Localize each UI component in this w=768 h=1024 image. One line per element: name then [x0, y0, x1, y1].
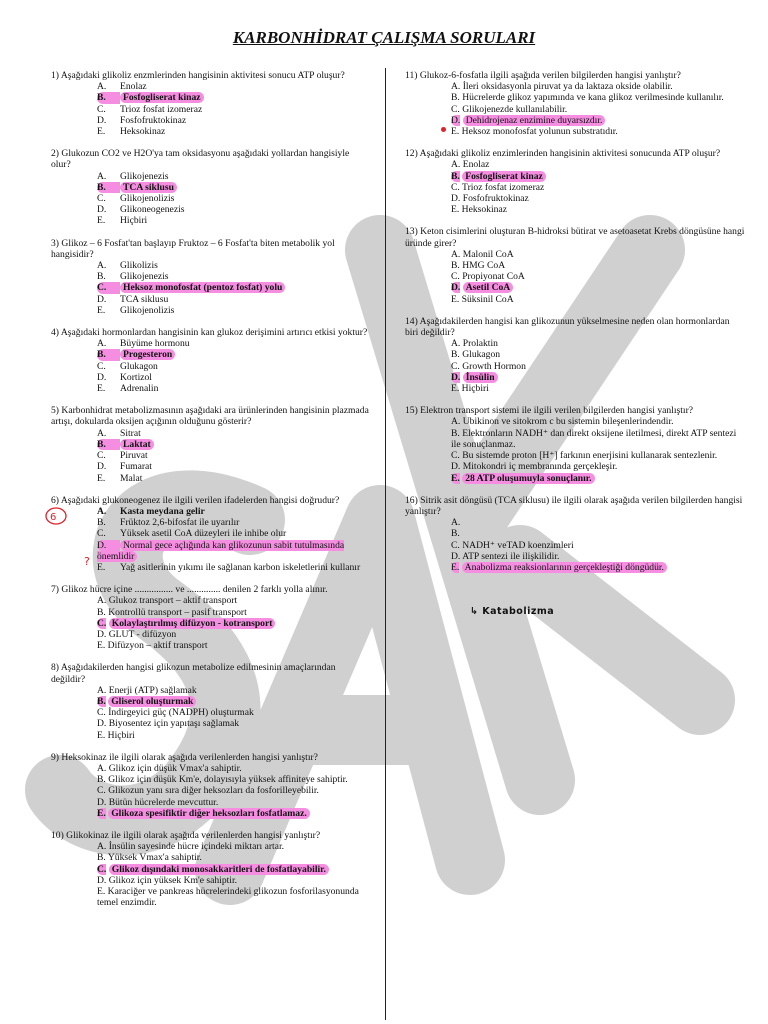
question-text: 4) Aşağıdaki hormonlardan hangisinin kan glukoz derişimini artırıcı etkisi yoktur? — [51, 327, 368, 339]
options-list — [97, 595, 371, 651]
q16-handwritten-note: ↳ Katabolizma — [470, 606, 555, 617]
options-list — [451, 249, 745, 305]
option-text: Malat — [120, 472, 143, 484]
option-text: Bu sistemde proton [H⁺] farkının enerjisini kullanarak sentezlenir. — [462, 450, 718, 462]
option-a — [97, 595, 371, 606]
question-right-2 — [405, 148, 745, 215]
options-list — [97, 685, 371, 741]
option-letter: E. — [97, 729, 106, 741]
option-text: Prolaktin — [462, 338, 498, 350]
option-b — [451, 528, 745, 539]
option-letter: B. — [97, 92, 120, 103]
option-letter: C. — [97, 785, 106, 797]
option-text: Yağ asitlerinin yıkımı ile sağlanan karbon iskeletlerini kullanır — [120, 561, 361, 573]
option-d — [451, 193, 745, 204]
option-text: Heksoz monofosfat yolunun substratıdır. — [461, 126, 618, 138]
option-letter: E. — [451, 126, 460, 138]
option-text: Mitokondri iç membranında gerçekleşir. — [462, 461, 618, 473]
q6-question-mark: ? — [84, 555, 90, 568]
option-c — [97, 707, 371, 718]
option-text: HMG CoA — [462, 260, 506, 272]
option-letter: E. — [451, 204, 460, 216]
options-list — [97, 841, 371, 908]
option-letter: A. — [97, 260, 107, 272]
option-text: Normal gece açlığında kan glikozunun sabit tutulmasında önemlidir — [97, 539, 345, 562]
question-text: 11) Glukoz-6-fosfatla ilgili aşağıda verilen bilgilerden hangisi yanlıştır? — [405, 70, 681, 81]
question-left-7 — [51, 584, 371, 651]
option-d — [97, 718, 371, 729]
option-e — [97, 730, 371, 741]
option-letter: A. — [451, 338, 461, 350]
option-text: Früktoz 2,6-bifosfat ile uyarılır — [120, 517, 240, 529]
option-c — [451, 450, 745, 461]
option-text: Glikoz dışındaki monosakkaritleri de fosfatlayabilir. — [109, 864, 329, 875]
option-letter: A. — [97, 684, 107, 696]
option-b — [97, 271, 371, 282]
option-text: Hiçbiri — [461, 383, 489, 395]
option-text: Glikojenezde kullanılabilir. — [462, 103, 568, 115]
option-text: Propiyonat CoA — [462, 271, 525, 283]
option-letter: B. — [451, 528, 460, 540]
option-letter: D. — [97, 371, 107, 383]
option-text: Adrenalin — [120, 383, 159, 395]
option-text: Büyüme hormonu — [120, 338, 190, 350]
option-a — [451, 517, 745, 528]
option-d — [451, 461, 745, 472]
option-letter: E. — [97, 472, 106, 484]
question-text: 8) Aşağıdakilerden hangisi glikozun metabolize edilmesinin amaçlarından değildir? — [51, 662, 336, 685]
options-list — [97, 428, 371, 484]
option-text: İndirgeyici güç (NADPH) oluşturmak — [108, 707, 254, 719]
option-e — [97, 562, 371, 573]
option-d — [97, 629, 371, 640]
option-b — [97, 92, 371, 103]
option-letter: A. — [97, 81, 107, 93]
left-column — [51, 70, 371, 919]
option-e — [97, 126, 371, 137]
option-d — [451, 115, 745, 126]
option-letter: D. — [97, 461, 107, 473]
option-text: Yüksek asetil CoA düzeyleri ile inhibe olur — [120, 528, 287, 540]
option-text: Fosfogliserat kinaz — [462, 171, 546, 182]
options-list — [97, 338, 371, 394]
option-e — [451, 383, 745, 394]
option-e — [97, 473, 371, 484]
option-a — [451, 416, 745, 427]
option-d — [97, 294, 371, 305]
question-right-3 — [405, 226, 745, 304]
option-e — [451, 562, 745, 573]
option-a — [451, 81, 745, 92]
option-text: Bütün hücrelerde mevcuttur. — [108, 796, 219, 808]
question-text: 13) Keton cisimlerini oluşturan B-hidroksi bütirat ve asetoasetat Krebs döngüsüne hangi üründe girer? — [405, 226, 745, 249]
question-text: 2) Glukozun CO2 ve H2O'ya tam oksidasyonu aşağıdaki yollardan hangisiyle olur? — [51, 148, 350, 171]
option-c — [451, 182, 745, 193]
option-letter: D. — [451, 371, 461, 383]
option-text: Enolaz — [120, 81, 147, 93]
option-e — [97, 305, 371, 316]
option-letter: A. — [451, 517, 461, 529]
options-list — [97, 81, 371, 137]
option-letter: B. — [451, 260, 460, 272]
option-letter: A. — [451, 159, 461, 171]
column-divider — [385, 68, 386, 1020]
option-text: Anabolizma reaksionlarının gerçekleştiği döngüdür. — [462, 562, 667, 573]
option-text: Glukagon — [120, 360, 158, 372]
option-e — [97, 640, 371, 651]
option-letter: B. — [97, 439, 120, 450]
option-text: Progesteron — [120, 349, 175, 360]
option-c — [97, 864, 371, 875]
option-a — [97, 171, 371, 182]
option-c — [451, 540, 745, 551]
option-letter: A. — [97, 427, 107, 439]
option-letter: B. — [97, 271, 106, 283]
option-letter: C. — [97, 707, 106, 719]
question-left-10 — [51, 830, 371, 908]
question-text: 10) Glikokinaz ile ilgili olarak aşağıda verilenlerden hangisi yanlıştır? — [51, 829, 321, 841]
option-letter: E. — [97, 640, 106, 652]
option-text: Glikojenezis — [120, 170, 169, 182]
option-letter: A. — [97, 505, 107, 517]
option-letter: D. — [97, 204, 107, 216]
option-text: Sitrat — [120, 427, 141, 439]
option-letter: D. — [451, 550, 461, 562]
option-text: Heksoz monofosfat (pentoz fosfat) yolu — [120, 282, 285, 293]
svg-text:6: 6 — [50, 512, 57, 523]
option-letter: C. — [451, 450, 460, 462]
option-text: Asetil CoA — [463, 282, 514, 293]
option-text: Trioz fosfat izomeraz — [462, 181, 545, 193]
option-letter: C. — [97, 450, 106, 462]
option-letter: A. — [97, 338, 107, 350]
option-letter: D. — [451, 114, 461, 126]
option-letter: D. — [97, 796, 107, 808]
option-letter: C. — [97, 863, 107, 875]
option-c — [451, 271, 745, 282]
option-text: Kortizol — [120, 371, 152, 383]
option-text: Glikojenolizis — [120, 304, 175, 316]
option-letter: B. — [451, 92, 460, 104]
option-d — [97, 204, 371, 215]
question-right-4 — [405, 316, 745, 394]
option-letter: B. — [97, 774, 106, 786]
question-right-5 — [405, 405, 745, 483]
option-text: Glikozun yanı sıra diğer heksozları da fosforilleyebilir. — [108, 785, 319, 797]
question-left-2 — [51, 148, 371, 226]
option-letter: B. — [451, 349, 460, 361]
option-text: Kolaylaştırılmış difüzyon - kotransport — [109, 618, 276, 629]
option-letter: D. — [97, 874, 107, 886]
option-b — [97, 439, 371, 450]
option-letter: D. — [97, 293, 107, 305]
option-text: Glikolizis — [120, 260, 158, 272]
options-list — [451, 159, 745, 215]
option-text: Ubikinon ve sitokrom c bu sistemin bileşenlerindendir. — [462, 416, 674, 428]
option-text: İleri oksidasyonla piruvat ya da laktaza okside olabilir. — [462, 81, 673, 93]
option-letter: B. — [97, 349, 120, 360]
question-left-8 — [51, 662, 371, 740]
option-text: Laktat — [120, 439, 154, 450]
option-letter: A. — [451, 416, 461, 428]
option-text: Enolaz — [462, 159, 490, 171]
option-e — [451, 126, 745, 137]
option-text: Glikoz için düşük Vmax'a sahiptir. — [108, 762, 242, 774]
question-left-4 — [51, 327, 371, 394]
option-a — [97, 260, 371, 271]
option-e — [97, 886, 371, 908]
option-letter: B. — [97, 517, 106, 529]
option-letter: C. — [97, 617, 107, 629]
options-list — [97, 763, 371, 819]
option-letter: A. — [97, 841, 107, 853]
option-a — [451, 249, 745, 260]
option-text: Karaciğer ve pankreas hücrelerindeki glikozun fosforilasyonunda temel enzimdir. — [97, 886, 359, 909]
option-e — [97, 383, 371, 394]
option-text: TCA siklusu — [120, 293, 169, 305]
option-d — [97, 115, 371, 126]
option-c — [97, 785, 371, 796]
option-text: TCA siklusu — [120, 182, 177, 193]
option-text: Yüksek Vmax'a sahiptir. — [107, 852, 202, 864]
option-letter: E. — [97, 304, 106, 316]
option-c — [97, 104, 371, 115]
option-letter: D. — [97, 718, 107, 730]
option-letter: B. — [97, 182, 120, 193]
option-a — [97, 841, 371, 852]
option-text: Heksokinaz — [461, 204, 507, 216]
option-c — [97, 450, 371, 461]
option-b — [97, 182, 371, 193]
question-text: 16) Sitrik asit döngüsü (TCA siklusu) ile ilgili olarak aşağıda verilen bilgilerden hangisi yanlıştır? — [405, 494, 743, 517]
option-e — [97, 808, 371, 819]
option-letter: C. — [97, 528, 106, 540]
option-c — [97, 282, 371, 293]
question-left-9 — [51, 752, 371, 819]
option-letter: D. — [97, 540, 120, 551]
option-text: Glikoz için düşük Km'e, dolayısıyla yüksek affiniteye sahiptir. — [108, 774, 348, 786]
option-letter: D. — [451, 461, 461, 473]
option-text: Difüzyon – aktif transport — [107, 640, 208, 652]
options-list — [451, 517, 745, 573]
option-letter: E. — [97, 126, 106, 138]
option-text: Süksinil CoA — [461, 293, 514, 305]
option-text: Gliserol oluşturmak — [108, 696, 196, 707]
question-right-1 — [405, 70, 745, 137]
option-letter: C. — [97, 193, 106, 205]
option-text: Glikoneogenezis — [120, 204, 185, 216]
q11-dot — [441, 127, 446, 132]
option-d — [97, 372, 371, 383]
option-letter: A. — [97, 595, 107, 607]
option-letter: E. — [97, 383, 106, 395]
option-c — [97, 618, 371, 629]
options-list — [97, 171, 371, 227]
option-e — [97, 215, 371, 226]
option-text: 28 ATP oluşumuyla sonuçlanır. — [462, 473, 594, 484]
option-letter: E. — [451, 293, 460, 305]
question-text: 5) Karbonhidrat metabolizmasının aşağıdaki ara ürünlerinden hangisinin plazmada artışı, dokularda oksijen açığının olduğunu gösterir? — [51, 405, 369, 428]
option-text: Elektronların NADH⁺ dan direkt oksijene iletilmesi, direkt ATP sentezi ile sonuçlanmaz. — [451, 427, 737, 450]
option-letter: C. — [97, 282, 120, 293]
option-text: Piruvat — [120, 450, 148, 462]
question-text: 7) Glikoz hücre içine ................ ve .............. denilen 2 farklı yolla alınır. — [51, 584, 328, 596]
option-text: Glukagon — [462, 349, 501, 361]
option-text: İnsülin — [463, 372, 498, 383]
option-letter: A. — [97, 762, 107, 774]
option-letter: D. — [97, 114, 107, 126]
option-a — [97, 428, 371, 439]
option-c — [97, 528, 371, 539]
option-text: Glikoza spesifiktir diğer heksozları fosfatlamaz. — [108, 808, 310, 819]
option-c — [97, 193, 371, 204]
option-text: Hiçbiri — [107, 729, 135, 741]
option-b — [97, 696, 371, 707]
question-left-6 — [51, 495, 371, 573]
options-list — [451, 416, 745, 483]
option-text: Kasta meydana gelir — [120, 505, 205, 517]
option-a — [451, 338, 745, 349]
option-text: Trioz fosfat izomeraz — [120, 103, 203, 115]
option-text: Glikoz için yüksek Km'e sahiptir. — [108, 874, 238, 886]
option-d — [97, 461, 371, 472]
question-text: 14) Aşağıdakilerden hangisi kan glikozunun yükselmesine neden olan hormonlardan biri değildir? — [405, 315, 730, 339]
question-left-1 — [51, 70, 371, 137]
option-text: Fosfofruktokinaz — [462, 193, 529, 205]
question-text: 12) Aşağıdaki glikoliz enzimlerinden hangisinin aktivitesi sonucunda ATP oluşur? — [405, 148, 721, 160]
option-letter: B. — [451, 170, 460, 182]
option-e — [451, 294, 745, 305]
option-letter: B. — [97, 606, 106, 618]
option-a — [97, 685, 371, 696]
option-a — [97, 81, 371, 92]
option-d — [97, 540, 371, 562]
options-list — [97, 506, 371, 573]
option-letter: E. — [97, 215, 106, 227]
option-letter: A. — [451, 248, 461, 260]
option-text: NADH⁺ veTAD koenzimleri — [462, 539, 574, 551]
option-letter: B. — [97, 695, 106, 707]
question-text: 3) Glikoz – 6 Fosfat'tan başlayıp Fruktoz – 6 Fosfat'ta biten metabolik yol hangisidir? — [51, 237, 335, 260]
option-text: Glikojenolizis — [120, 193, 175, 205]
options-list — [451, 81, 745, 137]
option-b — [451, 428, 745, 450]
option-text: Biyosentez için yapıtaşı sağlamak — [108, 718, 240, 730]
option-text: İnsülin sayesinde hücre içindeki miktarı artar. — [108, 841, 285, 853]
option-b — [451, 92, 745, 103]
option-text: Hücrelerde glikoz yapımında ve kana glikoz verilmesinde kullanılır. — [462, 92, 724, 104]
option-text: Fosfogliserat kinaz — [120, 92, 204, 103]
option-text: Growth Hormon — [462, 360, 526, 372]
option-letter: C. — [451, 539, 460, 551]
question-text: 6) Aşağıdaki glukoneogenez ile ilgili verilen ifadelerden hangisi doğrudur? — [51, 494, 340, 506]
option-letter: C. — [451, 271, 460, 283]
question-text: 9) Heksokinaz ile ilgili olarak aşağıda verilenlerden hangisi yanlıştır? — [51, 751, 318, 763]
option-text: GLUT - difüzyon — [108, 628, 177, 640]
options-list — [97, 260, 371, 316]
option-c — [97, 361, 371, 372]
question-left-3 — [51, 238, 371, 316]
option-e — [451, 204, 745, 215]
option-a — [97, 506, 371, 517]
option-letter: E. — [97, 886, 106, 897]
option-b — [97, 349, 371, 360]
option-text: Hiçbiri — [120, 215, 148, 227]
question-left-5 — [51, 405, 371, 483]
option-b — [97, 852, 371, 863]
option-letter: B. — [97, 852, 106, 864]
option-letter: A. — [451, 81, 461, 93]
option-e — [451, 473, 745, 484]
option-d — [97, 797, 371, 808]
option-letter: D. — [451, 193, 461, 205]
option-letter: C. — [451, 103, 460, 115]
option-a — [97, 763, 371, 774]
option-b — [97, 774, 371, 785]
option-letter: E. — [97, 561, 106, 573]
options-list — [451, 338, 745, 394]
option-a — [97, 338, 371, 349]
option-text: Heksokinaz — [120, 126, 166, 138]
option-letter: C. — [451, 360, 460, 372]
option-letter: E. — [451, 561, 460, 573]
option-text: Fosfofruktokinaz — [120, 114, 187, 126]
q6-circle-mark — [44, 506, 68, 526]
option-text: Enerji (ATP) sağlamak — [108, 684, 197, 696]
option-b — [451, 171, 745, 182]
option-text: Fumarat — [120, 461, 152, 473]
option-letter: E. — [451, 472, 460, 484]
question-text: 1) Aşağıdaki glikoliz enzmlerinden hangisinin aktivitesi sonucu ATP oluşur? — [51, 70, 345, 81]
option-b — [451, 349, 745, 360]
option-text: Glikojenezis — [120, 271, 169, 283]
option-letter: A. — [97, 170, 107, 182]
option-text: ATP sentezi ile ilişkilidir. — [462, 550, 560, 562]
option-b — [97, 517, 371, 528]
option-letter: E. — [451, 383, 460, 395]
option-letter: C. — [451, 181, 460, 193]
option-letter: E. — [97, 807, 106, 819]
option-d — [451, 282, 745, 293]
option-d — [451, 551, 745, 562]
right-column — [405, 70, 745, 584]
option-c — [451, 104, 745, 115]
option-b — [451, 260, 745, 271]
option-text: Glukoz transport – aktif transport — [108, 595, 238, 607]
question-text: 15) Elektron transport sistemi ile ilgili verilen bilgilerden hangisi yanlıştır? — [405, 405, 694, 417]
option-c — [451, 361, 745, 372]
option-d — [97, 875, 371, 886]
option-text: Kontrollü transport – pasif transport — [108, 606, 247, 618]
option-letter: D. — [451, 282, 461, 294]
option-letter: B. — [451, 427, 460, 439]
option-b — [97, 607, 371, 618]
option-letter: D. — [97, 628, 107, 640]
option-text: Dehidrojenaz enzimine duyarsızdır. — [463, 115, 606, 126]
page-title: KARBONHİDRAT ÇALIŞMA SORULARI — [232, 28, 536, 47]
question-right-6 — [405, 495, 745, 573]
option-d — [451, 372, 745, 383]
option-text: Malonil CoA — [462, 248, 514, 260]
option-letter: C. — [97, 360, 106, 372]
option-a — [451, 159, 745, 170]
option-letter: C. — [97, 103, 106, 115]
